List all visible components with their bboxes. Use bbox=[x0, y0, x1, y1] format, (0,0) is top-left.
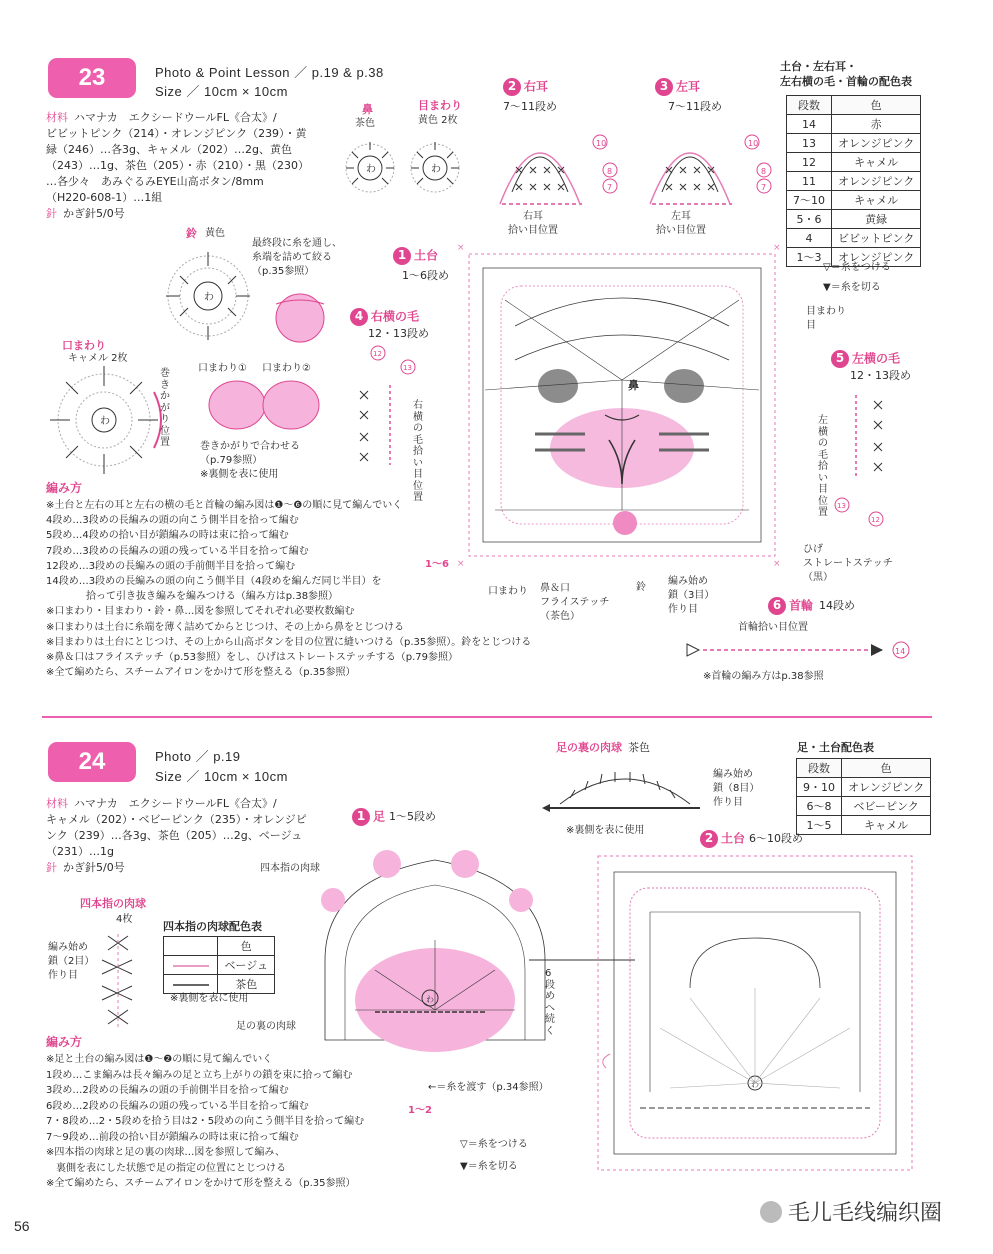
color-table-title-line: 土台・左右耳・ bbox=[780, 60, 857, 73]
left-side-hair-pickup: 左横の毛拾い目位置 bbox=[818, 415, 828, 518]
step-number: 1 bbox=[352, 808, 370, 826]
svg-text:×: × bbox=[773, 559, 781, 569]
right-side-hair-title bbox=[350, 308, 419, 326]
svg-text:わ: わ bbox=[431, 164, 441, 175]
page-number: 56 bbox=[14, 1218, 30, 1234]
materials-line: ハマナカ エクシードウールFL《合太》/ bbox=[74, 797, 277, 810]
paw-color-table bbox=[163, 936, 275, 994]
right-ear-pickup-line: 右耳 bbox=[523, 211, 543, 222]
table-cell: 1〜5 bbox=[797, 816, 842, 835]
table-cell bbox=[164, 937, 218, 956]
whisker-line: ストレートステッチ bbox=[803, 558, 893, 569]
table-row bbox=[164, 956, 275, 975]
svg-text:8: 8 bbox=[761, 167, 767, 176]
color-table-title bbox=[780, 60, 912, 90]
howto-line: 7〜9段め…前段の拾い目が鎖編みの時は束に拾って編む bbox=[46, 1131, 299, 1143]
howto-line: ※足と土台の編み図は❶〜❷の順に見て編んでいく bbox=[46, 1054, 273, 1065]
sole-label: 足の裏の肉球 bbox=[236, 1021, 296, 1032]
howto-list bbox=[46, 498, 531, 680]
collar-rows: 14段め bbox=[819, 599, 856, 613]
materials-line: キャメル（202）・ベビーピンク（235）・オレンジピ bbox=[46, 812, 307, 826]
pattern-number-badge: 24 bbox=[48, 742, 136, 782]
step-number: 4 bbox=[350, 308, 368, 326]
table-cell: キャメル bbox=[842, 816, 931, 835]
table-cell: 14 bbox=[787, 115, 832, 134]
bell-title: 鈴 bbox=[186, 227, 197, 240]
svg-text:14: 14 bbox=[895, 647, 906, 656]
svg-text:×: × bbox=[773, 243, 781, 253]
wechat-icon bbox=[760, 1201, 782, 1223]
table-row bbox=[787, 229, 921, 248]
table-header-cell: 段数 bbox=[787, 96, 832, 115]
legend-cut-24: ▼＝糸を切る bbox=[460, 1161, 518, 1172]
watermark bbox=[760, 1196, 942, 1227]
table-row bbox=[797, 797, 931, 816]
howto-line: ※全て編めたら、スチームアイロンをかけて形を整える（p.35参照） bbox=[46, 667, 356, 679]
svg-text:8: 8 bbox=[607, 167, 613, 176]
table-header-cell: 色 bbox=[842, 759, 931, 778]
mouth-diagram bbox=[42, 362, 172, 480]
eye-around-text: 目まわり bbox=[806, 306, 846, 317]
four-toes-chart bbox=[92, 930, 152, 1030]
materials-line: …各少々 あみぐるみEYE山高ボタン/8mm bbox=[46, 174, 264, 188]
collar-chart bbox=[683, 636, 913, 666]
table-cell: 13 bbox=[787, 134, 832, 153]
right-ear-name: 右耳 bbox=[524, 79, 549, 94]
color-table-23 bbox=[786, 95, 921, 267]
table-cell: ベージュ bbox=[218, 956, 275, 975]
wrap-position-label: 巻きかがり位置 bbox=[160, 368, 170, 448]
left-ear-chart bbox=[650, 135, 771, 204]
legend-cut-text: ＝糸を切る bbox=[830, 282, 881, 293]
sole-pad-chart bbox=[540, 760, 710, 820]
table-cell: 9・10 bbox=[797, 778, 842, 797]
step-number: 3 bbox=[655, 78, 673, 96]
right-side-hair-pickup: 右横の毛拾い目位置 bbox=[413, 400, 423, 503]
mouth-join-line: 巻きかがりで合わせる bbox=[200, 441, 300, 452]
table-row bbox=[164, 937, 275, 956]
svg-text:わ: わ bbox=[204, 292, 214, 303]
eye-title: 目まわり bbox=[418, 99, 462, 112]
howto-bracket-label: 1〜2 bbox=[408, 1105, 432, 1116]
table-cell: 6〜8 bbox=[797, 797, 842, 816]
right-side-hair-name: 右横の毛 bbox=[371, 309, 420, 324]
sole-start-line: 鎖（8目） bbox=[713, 783, 760, 794]
base-name: 土台 bbox=[414, 248, 439, 263]
howto-line: 4段め…3段めの長編みの頭の向こう側半目を拾って編む bbox=[46, 515, 299, 527]
howto-line: 1段め…こま編みは長々編みの足と立ち上がりの鎖を束に拾って編む bbox=[46, 1069, 353, 1081]
base-rows: 1〜6段め bbox=[402, 269, 449, 282]
left-ear-pickup-line: 拾い目位置 bbox=[656, 225, 706, 236]
howto-line: ※全て編めたら、スチームアイロンをかけて形を整える（p.35参照） bbox=[46, 1178, 356, 1189]
step-number: 5 bbox=[831, 350, 849, 368]
svg-text:12: 12 bbox=[373, 350, 382, 358]
materials-label: 材料 bbox=[46, 797, 68, 810]
nose-center-label: 鼻 bbox=[628, 379, 639, 392]
nose-mouth-line: （茶色） bbox=[540, 611, 580, 622]
color-table-title-line: 左右横の毛・首輪の配色表 bbox=[780, 74, 912, 88]
howto-list bbox=[46, 1052, 364, 1192]
table-cell: キャメル bbox=[832, 153, 921, 172]
table-cell: キャメル bbox=[832, 191, 921, 210]
left-side-hair-chart bbox=[838, 385, 908, 525]
svg-text:12: 12 bbox=[871, 516, 880, 524]
left-side-hair-rows: 12・13段め bbox=[850, 369, 911, 382]
howto-line: ※鼻＆口はフライステッチ（p.53参照）をし、ひげはストレートステッチする（p.79参照） bbox=[46, 651, 458, 663]
howto-line: 拾って引き抜き編みを編みつける（編み方はp.38参照） bbox=[46, 591, 339, 603]
sole-pad-title bbox=[556, 740, 650, 756]
eye-color: 黄色 2枚 bbox=[418, 115, 458, 126]
howto-title: 編み方 bbox=[46, 481, 83, 495]
color-table-title: 足・土台配色表 bbox=[797, 741, 874, 754]
paw-table-title: 四本指の肉球配色表 bbox=[163, 920, 262, 933]
eye-around-label bbox=[806, 305, 846, 333]
nose-title: 鼻 bbox=[362, 103, 373, 116]
collar-title bbox=[768, 597, 855, 615]
right-side-hair-chart bbox=[340, 345, 410, 475]
toes-start-line: 作り目 bbox=[48, 970, 78, 981]
collar-pickup-label: 首輪拾い目位置 bbox=[738, 622, 808, 633]
table-row bbox=[787, 115, 921, 134]
howto-line: 12段め…3段めの長編みの頭の手前側半目を拾って編む bbox=[46, 560, 296, 572]
table-cell: ベビーピンク bbox=[842, 797, 931, 816]
bell-note-line: 糸端を詰めて絞る bbox=[252, 252, 332, 263]
left-side-hair-name: 左横の毛 bbox=[852, 351, 901, 366]
table-cell: 色 bbox=[218, 937, 275, 956]
table-cell: 12 bbox=[787, 153, 832, 172]
table-header-cell: 段数 bbox=[797, 759, 842, 778]
dark-line-swatch bbox=[173, 982, 209, 988]
legend-attach-text: ＝糸をつける bbox=[467, 1139, 528, 1150]
svg-text:わ: わ bbox=[426, 995, 434, 1004]
whisker-label bbox=[803, 543, 893, 585]
base24-rows: 6〜10段め bbox=[749, 832, 804, 846]
base24-title bbox=[700, 830, 803, 848]
sole-back-note: ※裏側を表に使用 bbox=[566, 825, 645, 836]
materials-block bbox=[46, 110, 326, 222]
howto-line: ※目まわりは土台にとじつけ、その上から山高ボタンを目の位置に縫いつける（p.35参照）。鈴をとじつける bbox=[46, 636, 532, 648]
whisker-line: ひげ bbox=[803, 544, 823, 555]
size-info: Size ／ 10cm × 10cm bbox=[155, 84, 288, 99]
svg-text:×: × bbox=[457, 243, 465, 253]
howto-line: 裏側を表にした状態で足の指定の位置にとじつける bbox=[46, 1162, 286, 1174]
eye-text: 目 bbox=[806, 320, 816, 331]
mouth-back-note: ※裏側を表に使用 bbox=[200, 469, 279, 480]
step-number: 2 bbox=[700, 830, 718, 848]
svg-text:13: 13 bbox=[837, 502, 846, 510]
table-header-cell: 色 bbox=[832, 96, 921, 115]
continue-label: 6段めへ続く bbox=[545, 968, 555, 1037]
foot-chart bbox=[315, 840, 555, 1060]
sole-start-label bbox=[713, 768, 759, 810]
toes-start-label bbox=[48, 941, 94, 983]
table-cell: オレンジピンク bbox=[832, 248, 921, 267]
table-cell: ビビットピンク bbox=[832, 229, 921, 248]
color-table-header bbox=[797, 759, 931, 778]
sole-pad-name: 足の裏の肉球 bbox=[556, 741, 622, 754]
toes-start-line: 鎖（2目） bbox=[48, 956, 95, 967]
materials-label: 材料 bbox=[46, 111, 68, 124]
left-ear-name: 左耳 bbox=[676, 79, 701, 94]
foot-rows: 1〜5段め bbox=[389, 810, 437, 824]
materials-line: （243）…1g、茶色（205）・赤（210）・黒（230） bbox=[46, 158, 309, 172]
sole-pad-color: 茶色 bbox=[628, 741, 650, 754]
howto-line: ※土台と左右の耳と左右の横の毛と首輪の編み図は❶〜❻の順に見て編んでいく bbox=[46, 500, 403, 511]
table-cell: 赤 bbox=[832, 115, 921, 134]
four-toes-count: 4枚 bbox=[116, 914, 133, 925]
foot-title bbox=[352, 808, 436, 826]
section-divider bbox=[42, 716, 932, 718]
pink-line-swatch bbox=[173, 963, 209, 969]
table-cell bbox=[164, 956, 218, 975]
howto-bracket-label: 1〜6 bbox=[425, 559, 449, 570]
mouth-join-note bbox=[200, 440, 300, 482]
legend-pass: ←＝糸を渡す（p.34参照） bbox=[428, 1082, 549, 1093]
mouth-joined-shape bbox=[205, 375, 325, 435]
legend-cut-text: ＝糸を切る bbox=[467, 1161, 518, 1172]
svg-text:7: 7 bbox=[761, 183, 767, 192]
svg-text:13: 13 bbox=[403, 364, 412, 372]
step-number: 2 bbox=[503, 78, 521, 96]
howto-line: 6段め…2段めの長編みの頭の残っている半目を拾って編む bbox=[46, 1100, 309, 1112]
table-row bbox=[164, 975, 275, 994]
table-cell: 黄緑 bbox=[832, 210, 921, 229]
table-row bbox=[797, 816, 931, 835]
table-cell: 11 bbox=[787, 172, 832, 191]
materials-line: （H220-608-1）…1組 bbox=[46, 190, 163, 204]
table-cell: 茶色 bbox=[218, 975, 275, 994]
materials-line: 緑（246）…各3g、キャメル（202）…2g、黄色 bbox=[46, 142, 292, 156]
howto-line: 5段め…4段めの拾い目が鎖編みの時は束に拾って編む bbox=[46, 530, 289, 542]
table-cell: オレンジピンク bbox=[832, 172, 921, 191]
svg-text:わ: わ bbox=[366, 164, 376, 175]
step-number: 6 bbox=[768, 597, 786, 615]
toes-label: 四本指の肉球 bbox=[260, 863, 320, 874]
svg-text:10: 10 bbox=[596, 139, 607, 148]
needle-label: 針 bbox=[46, 860, 57, 874]
right-ear-pickup-line: 拾い目位置 bbox=[508, 225, 558, 236]
needle-value: かぎ針5/0号 bbox=[63, 860, 125, 874]
mouth-title: 口まわり bbox=[62, 339, 106, 352]
left-ear-rows: 7〜11段め bbox=[668, 100, 722, 113]
howto-title: 編み方 bbox=[46, 1035, 83, 1049]
table-cell: 5・6 bbox=[787, 210, 832, 229]
toes-start-line: 編み始め bbox=[48, 942, 88, 953]
nose-mouth-line: 鼻＆口 bbox=[540, 583, 570, 594]
pattern-number-badge: 23 bbox=[48, 58, 136, 98]
materials-line: ハマナカ エクシードウールFL《合太》/ bbox=[74, 111, 277, 124]
whisker-line: （黒） bbox=[803, 572, 833, 583]
size-info: Size ／ 10cm × 10cm bbox=[155, 769, 288, 784]
collar-note: ※首輪の編み方はp.38参照 bbox=[703, 671, 824, 682]
howto-line: 14段め…3段めの長編みの頭の向こう側半目（4段めを編んだ同じ半目）を bbox=[46, 575, 382, 587]
legend-attach-24: ▽＝糸をつける bbox=[460, 1139, 528, 1150]
legend-pass-text: ＝糸を渡す（p.34参照） bbox=[436, 1082, 549, 1093]
legend-cut: ▼＝糸を切る bbox=[823, 282, 881, 293]
start-chain-line: 鎖（3目） bbox=[668, 590, 715, 601]
table-row bbox=[797, 778, 931, 797]
table-row bbox=[787, 191, 921, 210]
table-cell: 1〜3 bbox=[787, 248, 832, 267]
bell-note-line: 最終段に糸を通し、 bbox=[252, 238, 342, 249]
right-ear-chart bbox=[500, 135, 617, 204]
needle-label: 針 bbox=[46, 206, 57, 220]
mouth-bottom-label: 口まわり bbox=[488, 586, 528, 597]
table-cell bbox=[164, 975, 218, 994]
legend-attach: ▽＝糸をつける bbox=[823, 262, 891, 273]
collar-name: 首輪 bbox=[789, 598, 814, 613]
materials-line: ビビットピンク（214）・オレンジピンク（239）・黄 bbox=[46, 126, 307, 140]
howto-line: 3段め…2段めの長編みの頭の手前側半目を拾って編む bbox=[46, 1085, 289, 1096]
svg-text:×: × bbox=[457, 559, 465, 569]
right-ear-rows: 7〜11段め bbox=[503, 100, 557, 113]
left-ear-title bbox=[655, 78, 700, 96]
materials-line: （231）…1g bbox=[46, 844, 114, 858]
bell-color: 黄色 bbox=[205, 228, 225, 239]
mouth-piece-2-label: 口まわり② bbox=[262, 363, 311, 374]
nose-mouth-label bbox=[540, 582, 609, 624]
table-cell: 4 bbox=[787, 229, 832, 248]
mouth-color: キャメル 2枚 bbox=[68, 353, 128, 364]
base24-name: 土台 bbox=[721, 831, 746, 846]
right-ear-pickup-label bbox=[508, 210, 558, 238]
svg-text:7: 7 bbox=[607, 183, 613, 192]
svg-text:わ: わ bbox=[751, 1080, 759, 1089]
table-cell: オレンジピンク bbox=[832, 134, 921, 153]
color-table-header bbox=[787, 96, 921, 115]
needle-value: かぎ針5/0号 bbox=[63, 206, 125, 220]
mouth-join-line: （p.79参照） bbox=[200, 455, 263, 466]
photo-reference: Photo & Point Lesson ／ p.19 & p.38 bbox=[155, 65, 384, 80]
start-chain-line: 作り目 bbox=[668, 604, 698, 615]
bell-diagram bbox=[160, 246, 340, 346]
svg-text:10: 10 bbox=[748, 139, 759, 148]
sole-start-line: 作り目 bbox=[713, 797, 743, 808]
foot-name: 足 bbox=[373, 809, 386, 824]
howto-line: 7段め…3段めの長編みの頭の残っている半目を拾って編む bbox=[46, 545, 309, 557]
start-chain-line: 編み始め bbox=[668, 576, 708, 587]
table-cell: 7〜10 bbox=[787, 191, 832, 210]
base-title bbox=[393, 247, 438, 265]
legend-attach-text: ＝糸をつける bbox=[830, 262, 891, 273]
howto-line: ※口まわりは土台に糸端を薄く詰めてからとじつけ、その上から鼻をとじつける bbox=[46, 621, 404, 633]
left-ear-pickup-line: 左耳 bbox=[671, 211, 691, 222]
step-number: 1 bbox=[393, 247, 411, 265]
svg-text:わ: わ bbox=[100, 416, 110, 427]
four-toes-title: 四本指の肉球 bbox=[80, 897, 146, 910]
howto-line: ※四本指の肉球と足の裏の肉球…図を参照して編み、 bbox=[46, 1147, 285, 1158]
photo-reference: Photo ／ p.19 bbox=[155, 749, 241, 764]
mouth-piece-1-label: 口まわり① bbox=[198, 363, 247, 374]
howto-line: ※口まわり・目まわり・鈴・鼻…図を参照してそれぞれ必要枚数編む bbox=[46, 606, 355, 618]
nose-mouth-line: フライステッチ bbox=[540, 597, 610, 608]
materials-line: ンク（239）…各3g、茶色（205）…2g、ベージュ bbox=[46, 828, 303, 842]
start-chain-label bbox=[668, 575, 714, 617]
left-side-hair-title bbox=[831, 350, 900, 368]
watermark-text: 毛儿毛线编织圈 bbox=[788, 1201, 943, 1226]
nose-eye-diagrams bbox=[330, 130, 470, 200]
nose-color: 茶色 bbox=[355, 118, 375, 129]
right-ear-title bbox=[503, 78, 548, 96]
bell-bottom-label: 鈴 bbox=[636, 582, 646, 593]
table-row bbox=[787, 172, 921, 191]
left-ear-pickup-label bbox=[656, 210, 706, 238]
right-side-hair-rows: 12・13段め bbox=[368, 327, 429, 340]
sole-start-line: 編み始め bbox=[713, 769, 753, 780]
table-row bbox=[787, 153, 921, 172]
color-table-24 bbox=[796, 758, 931, 835]
howto-line: 7・8段め…2・5段めを拾う目は2・5段めの向こう側半目を拾って編む bbox=[46, 1116, 365, 1127]
table-cell: オレンジピンク bbox=[842, 778, 931, 797]
paw-back-note: ※裏側を表に使用 bbox=[170, 993, 249, 1004]
bell-note-line: （p.35参照） bbox=[252, 266, 315, 277]
table-row bbox=[787, 134, 921, 153]
base24-chart bbox=[590, 848, 920, 1178]
table-row bbox=[787, 210, 921, 229]
